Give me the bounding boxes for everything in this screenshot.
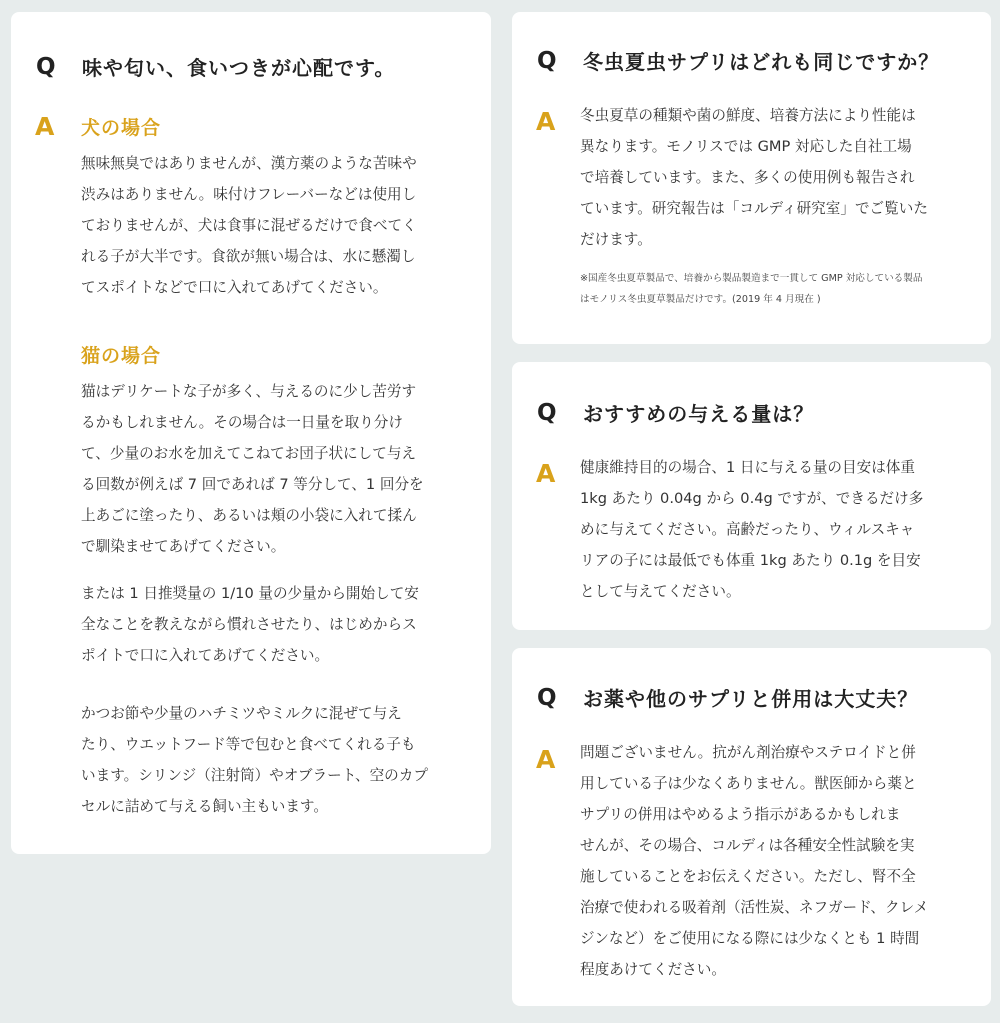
footnote: ※国産冬虫夏草製品で、培養から製品製造まで一貫して GMP 対応している製品 はモノリス冬虫夏草製品だけです。(2019 年 4 月現在 ) [580,273,923,305]
question-text: おすすめの与える量は？ [583,402,815,426]
cat-answer-text-2: または 1 日推奨量の 1/10 量の少量から開始して安 全なことを教えながら慣れさせたり、はじめからス ポイトで口に入れてあげてください。 [81,585,419,664]
faq-card-combination [512,648,991,1006]
a-mark: A [536,459,556,488]
question-text: 味や匂い、食いつきが心配です。 [82,56,396,80]
faq-card-taste [11,12,491,854]
q-mark: Q [537,399,557,426]
question-row [537,683,918,712]
faq-card-dosage [512,362,991,630]
q-mark: Q [537,47,557,74]
cat-answer-text-1: 猫はデリケートな子が多く、与えるのに少し苦労す るかもしれません。その場合は一日量を取り分け て、少量のお水を加えてこねてお団子状にして与え る回数が例えば 7 回であれば 7 等分して、1 回分を 上あごに塗ったり、あるいは頬の小袋に入れて揉ん で馴染ませてあげてください。 [81,383,424,555]
answer-text: 健康維持目的の場合、1 日に与える量の目安は体重 1kg あたり 0.04g から 0.4g ですが、できるだけ多 めに与えてください。高齢だったり、ウィルスキャ リアの子には最低でも体重 1kg あたり 0.1g を目安 として与えてください。 [580,459,924,600]
cat-heading: 猫の場合 [81,345,162,367]
a-mark: A [536,107,556,136]
a-mark: A [536,745,556,774]
dog-answer-text: 無味無臭ではありませんが、漢方薬のような苦味や 渋みはありません。味付けフレーバーなどは使用し ておりませんが、犬は食事に混ぜるだけで食べてく れる子が大半です。食欲が無い場合は、水に懸濁し てスポイトなどで口に入れてあげてください。 [81,155,417,296]
q-mark: Q [36,53,56,80]
cat-answer-text-3: かつお節や少量のハチミツやミルクに混ぜて与え たり、ウエットフード等で包むと食べてくれる子も います。シリンジ（注射筒）やオブラート、空のカプ セルに詰めて与える飼い主もいます。 [81,705,428,815]
answer-text: 冬虫夏草の種類や菌の鮮度、培養方法により性能は 異なります。モノリスでは GMP 対応した自社工場 で培養しています。また、多くの使用例も報告され ています。研究報告は「コルディ研究室」でご覧いた だけます。 [580,107,928,248]
dog-heading: 犬の場合 [81,117,162,139]
a-mark: A [35,112,55,141]
question-row [537,398,814,427]
answer-text: 問題ございません。抗がん剤治療やステロイドと併 用している子は少なくありません。獣医師から薬と サプリの併用はやめるよう指示があるかもしれま せんが、その場合、コルディは各種安全性試験を実 施していることをお伝えください。ただし、腎不全 治療で使われる吸着剤（活性炭、ネフガード、クレメ ジンなど）をご使用になる際には少なくとも 1 時間 程度あけてください。 [580,744,929,978]
question-row [537,46,939,75]
faq-card-product-difference [512,12,991,344]
question-text: お薬や他のサプリと併用は大丈夫？ [583,687,919,711]
q-mark: Q [537,684,557,711]
question-text: 冬虫夏虫サプリはどれも同じですか？ [583,50,940,74]
question-row [36,52,395,81]
